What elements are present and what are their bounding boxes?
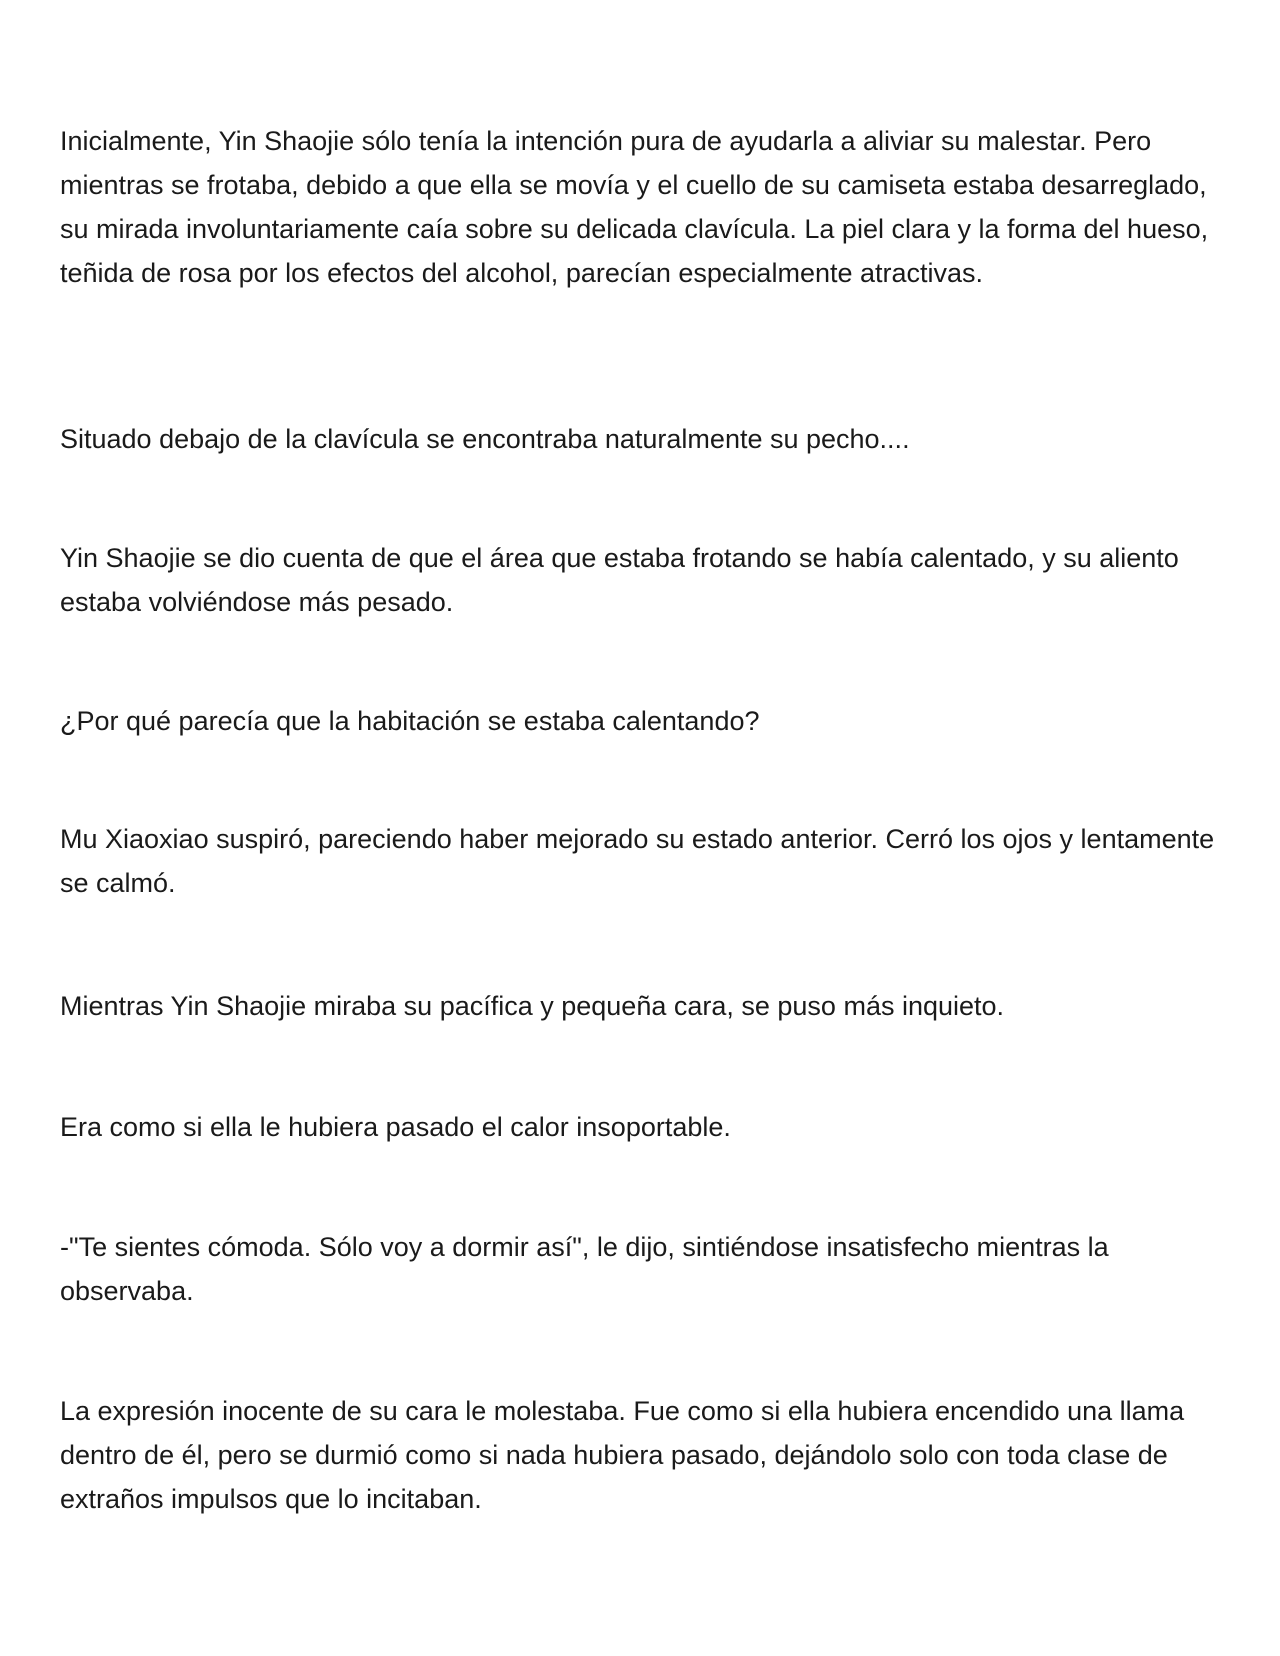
paragraph-8: -"Te sientes cómoda. Sólo voy a dormir así", le dijo, sintiéndose insatisfecho mientras la observaba. <box>60 1232 1109 1306</box>
paragraph-5: Mu Xiaoxiao suspiró, pareciendo haber mejorado su estado anterior. Cerró los ojos y lentamente se calmó. <box>60 824 1215 898</box>
paragraph-6: Mientras Yin Shaojie miraba su pacífica y pequeña cara, se puso más inquieto. <box>60 991 1005 1021</box>
paragraph-7: Era como si ella le hubiera pasado el calor insoportable. <box>60 1112 731 1142</box>
paragraph-2: Situado debajo de la clavícula se encontraba naturalmente su pecho.... <box>60 424 910 454</box>
paragraph-4: ¿Por qué parecía que la habitación se estaba calentando? <box>60 706 760 736</box>
paragraph-3: Yin Shaojie se dio cuenta de que el área que estaba frotando se había calentado, y su aliento estaba volviéndose más pesado. <box>60 543 1179 617</box>
paragraph-1: Inicialmente, Yin Shaojie sólo tenía la intención pura de ayudarla a aliviar su malestar. Pero mientras se frotaba, debido a que ella se movía y el cuello de su camiseta estaba desarreglado, su mirada involuntariamente caía sobre su delicada clavícula. La piel clara y la forma del hueso, teñida de rosa por los efectos del alcohol, parecían especialmente atractivas. <box>60 126 1209 288</box>
paragraph-9: La expresión inocente de su cara le molestaba. Fue como si ella hubiera encendido una llama dentro de él, pero se durmió como si nada hubiera pasado, dejándolo solo con toda clase de extraños impulsos que lo incitaban. <box>60 1396 1185 1514</box>
